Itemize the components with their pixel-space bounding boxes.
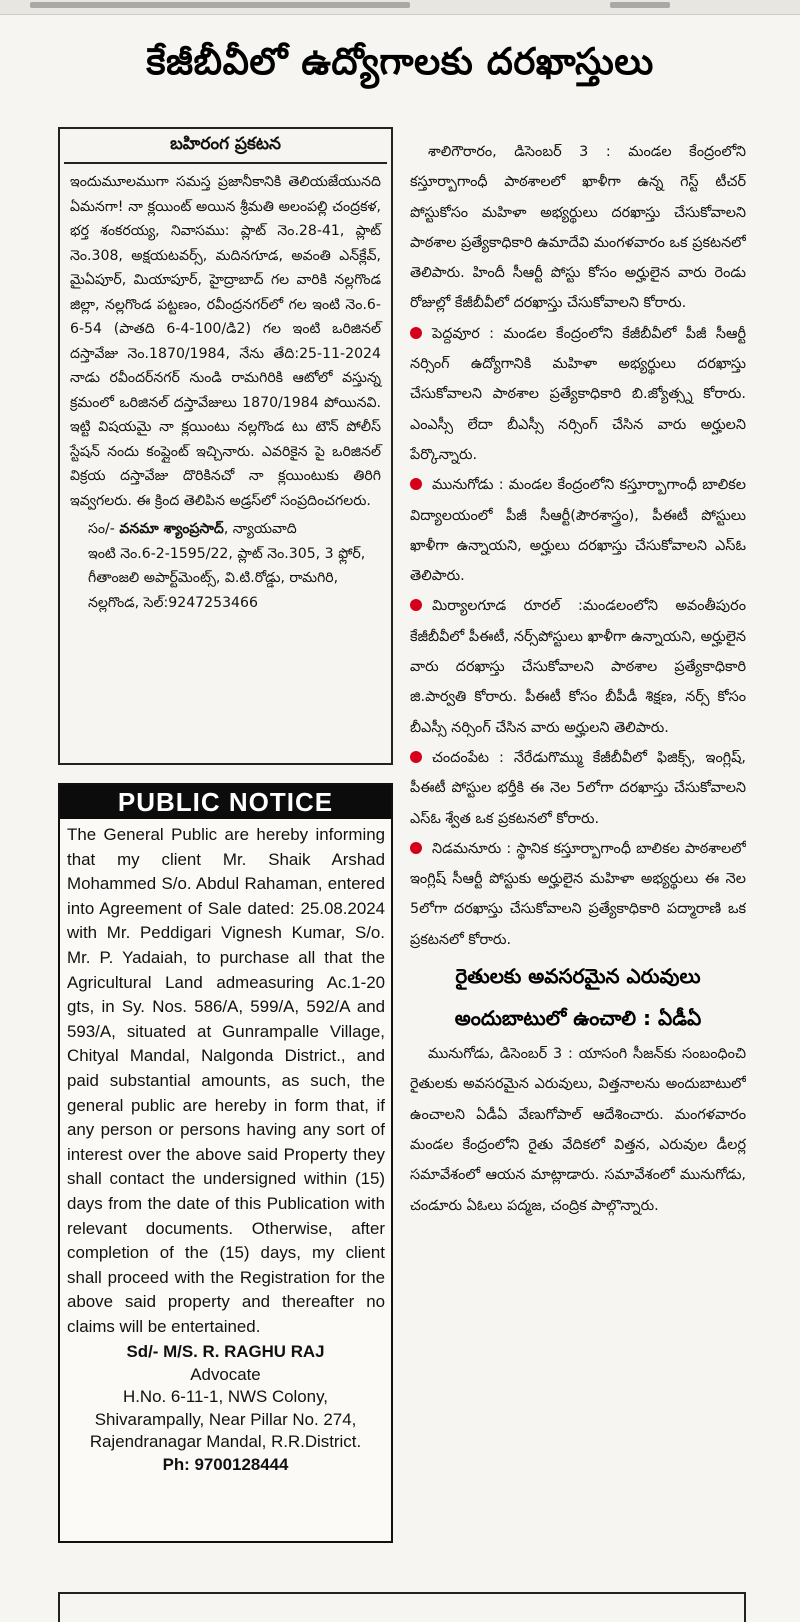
sig-address: ఇంటి నెం.6-2-1595/22, ప్లాట్ నెం.305, 3 ఫ్లోర్, గీతాంజలి అపార్ట్‌మెంట్స్, వి.టి.రోడ్డు, రామగిరి, నల్లగొండ, సెల్:9247253466 xyxy=(88,545,366,611)
previous-article-strip xyxy=(0,0,800,15)
second-headline-line-2: అందుబాటులో ఉంచాలి : ఏడీఏ xyxy=(454,1006,702,1031)
sig-prefix: సం/- xyxy=(88,521,120,537)
address-line-1: H.No. 6-11-1, NWS Colony, xyxy=(123,1387,328,1407)
article-item-text: పెద్దవూర : మండల కేంద్రంలోని కేజీబీవీలో పీజీ సీఆర్టీ నర్సింగ్ ఉద్యోగానికి మహిళా అభ్యర్థులు దరఖాస్తు చేసుకోవాలని పాఠశాల ప్రత్యేకాధికారి బి.జ్యోత్స్న కోరారు. ఎంఎస్సీ లేదా బీఎస్సీ నర్సింగ్ చేసిన వారు అర్హులని పేర్కొన్నారు. xyxy=(410,325,746,463)
phone-number: Ph: 9700128444 xyxy=(162,1454,289,1474)
page-headline: కేజీబీవీలో ఉద్యోగాలకు దరఖాస్తులు xyxy=(146,40,654,83)
public-notice-signature xyxy=(60,1341,391,1476)
article-lead: శాలిగౌరారం, డిసెంబర్ 3 : మండల కేంద్రంలోని కస్తూర్బాగాంధీ పాఠశాలలో ఖాళీగా ఉన్న గెస్ట్ టీచర్ పోస్టుకోసం మహిళా అభ్యర్థులు దరఖాస్తు చేసుకోవాలని పాఠశాల ప్రత్యేకాధికారి ఉమాదేవి మంగళవారం ఒక ప్రకటనలో తెలిపారు. హిందీ సీఆర్టీ పోస్టు కోసం అర్హులైన వారు రెండు రోజుల్లో కేజీబీవీలో దరఖాస్తు చేసుకోవాలని కోరారు. xyxy=(410,144,746,312)
article-item-text: మునుగోడు : మండల కేంద్రంలోని కస్తూర్బాగాంధీ బాలికల విద్యాలయంలో పీజీ సీఆర్టీ(పౌరశాస్త్రం), పీఈటీ పోస్టులు ఖాళీగా ఉన్నాయని, అర్హులు దరఖాస్తు చేసుకోవాలని ఎస్ఓ తెలిపారు. xyxy=(410,477,746,585)
article-item xyxy=(410,743,746,834)
telugu-public-notice xyxy=(58,127,393,765)
red-bullet-icon xyxy=(410,751,422,763)
cropped-text-smudge xyxy=(30,2,410,8)
red-bullet-icon xyxy=(410,599,422,611)
article-item xyxy=(410,470,746,591)
sig-name: వనమా శ్యాంప్రసాద్ xyxy=(119,521,224,537)
address-line-2: Shivarampally, Near Pillar No. 274, xyxy=(94,1409,357,1429)
red-bullet-icon xyxy=(410,842,422,854)
article-item-text: చందంపేట : నేరేడుగొమ్ము కేజీబీవీలో ఫిజిక్స్, ఇంగ్లిష్, పీఈటీ పోస్టుల భర్తీకి ఈ నెల 5లోగా దరఖాస్తు చేసుకోవాలని ఎస్ఓ శ్వేత ఒక ప్రకటనలో కోరారు. xyxy=(410,749,746,827)
next-item-border xyxy=(58,1592,746,1622)
second-article-body: మునుగోడు, డిసెంబర్ 3 : యాసంగి సీజన్‌కు సంబంధించి రైతులకు అవసరమైన ఎరువులు, విత్తనాలను అందుబాటులో ఉంచాలని ఏడీఏ వేణుగోపాల్ ఆదేశించారు. మంగళవారం మండల కేంద్రంలోని రైతు వేదికలో విత్తన, ఎరువుల డీలర్ల సమావేశంలో ఆయన మాట్లాడారు. సమావేశంలో మునుగోడు, చండూరు ఏఓలు పద్మజ, చంద్రిక పాల్గొన్నారు. xyxy=(410,1046,746,1214)
article-item xyxy=(410,591,746,742)
second-headline-line-1: రైతులకు అవసరమైన ఎరువులు xyxy=(455,964,701,989)
article-item xyxy=(410,834,746,955)
cropped-text-smudge xyxy=(610,2,670,8)
red-bullet-icon xyxy=(410,327,422,339)
address-line-3: Rajendranagar Mandal, R.R.District. xyxy=(89,1432,362,1452)
notice-body: ఇందుమూలముగా సమస్త ప్రజానీకానికి తెలియజేయునది ఏమనగా! నా క్లయింట్ అయిన శ్రీమతి అలంపల్లి చంద్రకళ, భర్త శంకరయ్య, నివాసము: ప్లాట్ నెం.28-41, ప్లాట్ నెం.308, అక్షయటవర్స్, మదినగూడ, అవంతి ఎన్‌క్లేవ్, మైఏపూర్, మియాపూర్, హైద్రాబాద్ గల వారికి నల్లగొండ జిల్లా, నల్లగొండ పట్టణం, రవీంద్రనగర్‌లో గల ఇంటి నెం.6-6-54 (పాతది 6-4-100/డి2) గల ఇంటి ఒరిజినల్ దస్తావేజు నెం.1870/1984, నేను తేది:25-11-2024 నాడు రవీందర్‌నగర్ నుండి రామగిరికి ఆటోలో వస్తున్న క్రమంలో ఒరిజినల్ దస్తావేజులు 1870/1984 పోయినవి. ఇట్టి విషయమై నా క్లయింటు నల్లగొండ టు టౌన్ పోలీస్ స్టేషన్ నందు కంప్లైంట్ ఇచ్చినారు. ఎవరికైన పై ఒరిజినల్ విక్రయ దస్తావేజు దొరికినచో నా క్లయింటుకు తిరిగి ఇవ్వగలరు. ఈ క్రింద తెలిపిన అడ్రస్‌లో సంప్రదించగలరు. xyxy=(70,174,381,509)
sig-role: , న్యాయవాది xyxy=(223,521,297,537)
article-item-text: మిర్యాలగూడ రూరల్ :మండలంలోని అవంతీపురం కేజీబీవీలో పీఈటీ, నర్స్‌పోస్టులు ఖాళీగా ఉన్నాయని, అర్హులైన వారు దరఖాస్తు చేసుకోవాలని పాఠశాల ప్రత్యేకాధికారి జి.పార్వతి కోరారు. పీఈటీ కోసం బీపీడీ శిక్షణ, నర్స్ కోసం బీఎస్సీ నర్సింగ్ చేసిన వారు అర్హులని తెలిపారు. xyxy=(410,598,746,736)
notice-title: బహిరంగ ప్రకటన xyxy=(64,129,387,164)
article-item xyxy=(410,319,746,470)
english-public-notice xyxy=(58,783,393,1543)
advocate-name: Sd/- M/S. R. RAGHU RAJ xyxy=(126,1342,325,1362)
public-notice-title: PUBLIC NOTICE xyxy=(60,785,391,819)
red-bullet-icon xyxy=(410,478,422,490)
notice-signature xyxy=(60,513,391,615)
public-notice-body: The General Public are hereby informing that my client Mr. Shaik Arshad Mohammed S/o. Abdul Rahaman, entered into Agreement of Sale dated: 25.08.2024 with Mr. Peddigari Vignesh Kumar, S/o. Mr. P. Yadaiah, to purchase all that the Agricultural Land admeasuring Ac.1-20 gts, in Sy. Nos. 586/A, 599/A, 592/A and 593/A, situated at Gunrampalle Village, Chityal Mandal, Nalgonda District., and paid substantial amounts, as such, the general public are hereby in form that, if any person or persons having any sort of interest over the above said Property they shall contact the undersigned within (15) days from the date of this Publication with relevant documents. Otherwise, after completion of the (15) days, my client shall proceed with the Registration for the above said property and thereafter no claims will be entertained. xyxy=(67,825,385,1336)
article-item-text: నిడమనూరు : స్థానిక కస్తూర్బాగాంధీ బాలికల పాఠశాలలో ఇంగ్లిష్ సీఆర్టీ పోస్టుకు అర్హులైన మహిళా అభ్యర్థులు ఈ నెల 5లోగా దరఖాస్తు చేసుకోవాలని ప్రత్యేకాధికారి పద్మారాణి ఒక ప్రకటనలో కోరారు. xyxy=(410,840,746,948)
article-column xyxy=(410,137,746,1537)
advocate-role: Advocate xyxy=(190,1364,261,1384)
